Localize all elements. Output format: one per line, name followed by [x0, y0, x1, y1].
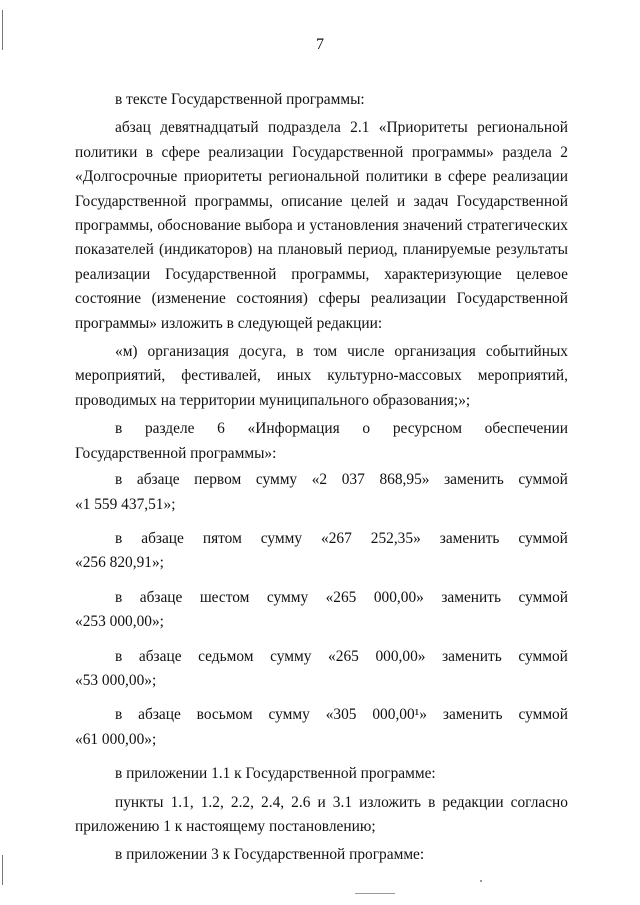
word: заменить	[442, 706, 503, 724]
word: абзаце	[138, 706, 181, 724]
sum-line	[75, 586, 568, 610]
sum-replacement-item	[75, 703, 568, 752]
sum-replacement-item	[75, 468, 568, 517]
sum-replacements	[75, 468, 568, 752]
paragraph: «м) организация досуга, в том числе организация событийных мероприятий, фестивалей, иных культурно-массовых мероприятий, проводимых на территории муниципального образования;»;	[75, 343, 568, 409]
word: в	[115, 647, 123, 665]
paragraph: в приложении 1.1 к Государственной программе:	[115, 765, 436, 783]
sum-new-value: «253 000,00»;	[75, 613, 164, 631]
paragraph: в тексте Государственной программы:	[115, 91, 365, 108]
word: абзаце	[136, 471, 180, 489]
scan-artifact	[355, 893, 395, 894]
word: 037	[341, 471, 365, 489]
word: сумму	[260, 529, 303, 547]
word: суммой	[518, 706, 568, 724]
page-number: 7	[316, 36, 324, 53]
word: в	[115, 588, 123, 606]
word: 000,00»	[375, 647, 426, 665]
word: суммой	[518, 647, 568, 665]
word: сумму	[270, 647, 312, 665]
word: абзаце	[139, 588, 183, 606]
scan-artifact	[480, 880, 482, 882]
document-body	[75, 88, 568, 872]
word: пятом	[202, 529, 242, 547]
word: 252,35»	[370, 529, 421, 547]
word: сумму	[266, 588, 309, 606]
sum-line	[75, 527, 568, 551]
paragraph: в приложении 3 к Государственной программе:	[115, 846, 425, 864]
word: в	[115, 706, 123, 724]
paragraph: в разделе 6 «Информация о ресурсном обеспечении Государственной программы»:	[75, 420, 568, 462]
word: первом	[194, 471, 242, 489]
word: в	[115, 471, 123, 489]
sum-new-value: «53 000,00»;	[75, 671, 157, 689]
word: заменить	[442, 647, 502, 665]
sum-line	[75, 645, 568, 669]
word: сумму	[255, 471, 298, 489]
sum-line	[75, 703, 568, 727]
word: «305	[325, 706, 357, 724]
paragraph: пункты 1.1, 1.2, 2.2, 2.4, 2.6 и 3.1 изложить в редакции согласно приложению 1 к настоящему постановлению;	[75, 793, 568, 835]
word: «267	[321, 529, 352, 547]
word: суммой	[518, 588, 568, 606]
sum-line	[75, 468, 568, 492]
word: «265	[325, 588, 357, 606]
sum-new-value: «61 000,00»;	[75, 730, 157, 748]
sum-replacement-item	[75, 645, 568, 694]
word: суммой	[518, 529, 568, 547]
word: 000,00»	[373, 588, 424, 606]
word: заменить	[439, 529, 500, 547]
word: «2	[311, 471, 328, 489]
sum-new-value: «256 820,91»;	[75, 554, 164, 572]
scan-edge-mark	[2, 855, 3, 885]
word: заменить	[444, 471, 504, 489]
word: восьмом	[196, 706, 253, 724]
word: в	[115, 529, 123, 547]
sum-new-value: «1 559 437,51»;	[75, 495, 176, 513]
word: «265	[328, 647, 359, 665]
paragraph: абзац девятнадцатый подраздела 2.1 «Приоритеты региональной политики в сфере реализации Государственной программы» раздела 2 «Долгосрочные приоритеты региональной политики в сфере реализации Государственной программы, описание целей и задач Государственной программы, обоснование выбора и установления значений стратегических показателей (индикаторов) на плановый период, планируемые результаты реализации Государственной программы, характеризующие целевое состояние (изменение состояния) сферы реализации Государственной программы» изложить в следующей редакции:	[75, 119, 568, 332]
word: 868,95»	[379, 471, 430, 489]
word: абзаце	[141, 529, 184, 547]
word: заменить	[441, 588, 502, 606]
sum-replacement-item	[75, 586, 568, 635]
word: суммой	[518, 471, 568, 489]
word: седьмом	[198, 647, 254, 665]
sum-replacement-item	[75, 527, 568, 576]
word: абзаце	[138, 647, 182, 665]
word: сумму	[268, 706, 310, 724]
word: шестом	[199, 588, 250, 606]
word: 000,00¹»	[372, 706, 427, 724]
